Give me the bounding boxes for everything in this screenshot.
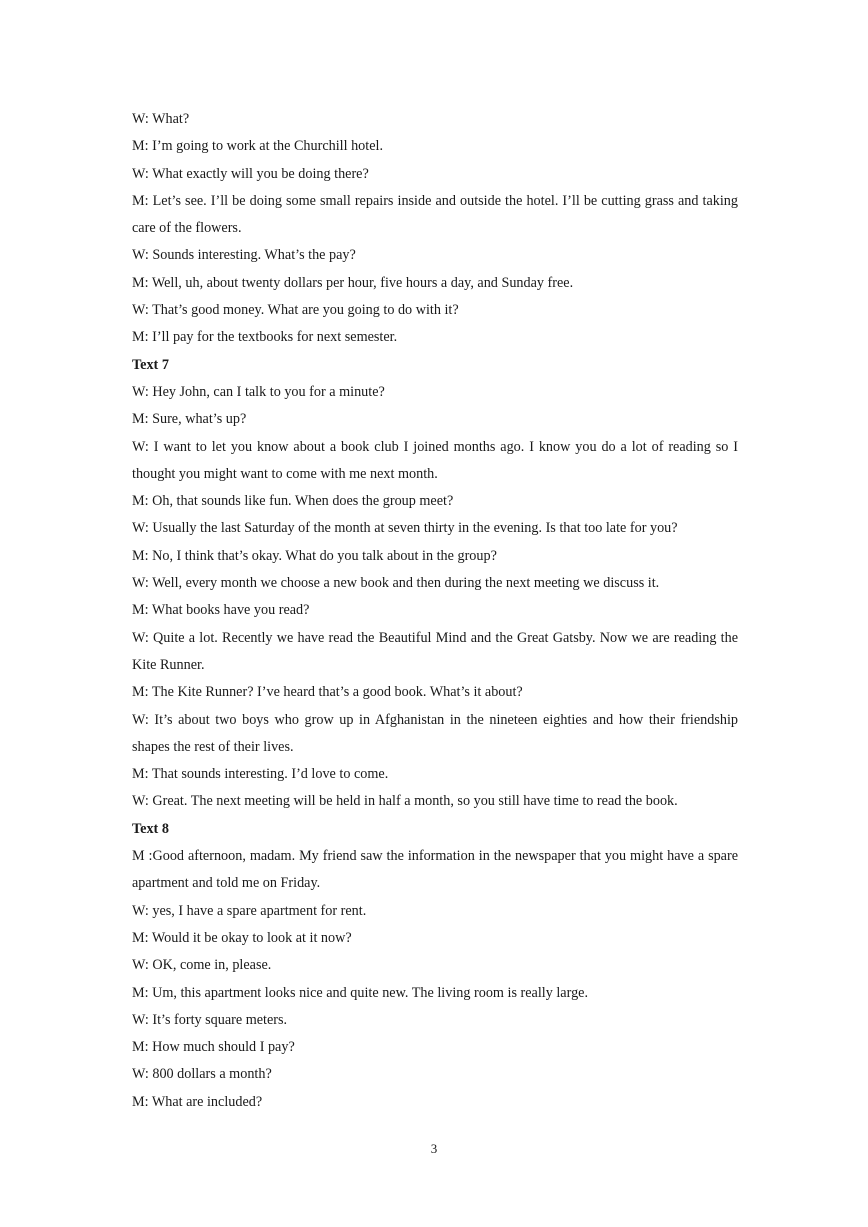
- dialogue-line: M: How much should I pay?: [132, 1039, 295, 1056]
- dialogue-line: M: I’m going to work at the Churchill hotel.: [132, 138, 384, 155]
- dialogue-line: W: Great. The next meeting will be held in half a month, so you still have time to read the book.: [132, 793, 678, 810]
- dialogue-line: W: What exactly will you be doing there?: [132, 165, 369, 182]
- dialogue-line: M :Good afternoon, madam. My friend saw the information in the newspaper that you might have a spare apartment and told me on Friday.: [132, 848, 738, 892]
- dialogue-line: W: It’s forty square meters.: [132, 1011, 288, 1028]
- dialogue-line: M: No, I think that’s okay. What do you talk about in the group?: [132, 547, 497, 564]
- dialogue-line: W: Well, every month we choose a new book and then during the next meeting we discuss it.: [132, 575, 660, 592]
- dialogue-line: M: Um, this apartment looks nice and quite new. The living room is really large.: [132, 984, 589, 1001]
- dialogue-line: W: 800 dollars a month?: [132, 1066, 272, 1083]
- page-number: 3: [430, 1141, 438, 1156]
- dialogue-line: W: It’s about two boys who grow up in Afghanistan in the nineteen eighties and how their friendship shapes the rest of their lives.: [132, 711, 738, 755]
- dialogue-line: M: Would it be okay to look at it now?: [132, 929, 352, 946]
- dialogue-line: M: Let’s see. I’ll be doing some small repairs inside and outside the hotel. I’ll be cutting grass and taking care of the flowers.: [132, 192, 738, 237]
- dialogue-line: W: I want to let you know about a book club I joined months ago. I know you do a lot of reading so I thought you might want to come with me next month.: [132, 438, 738, 482]
- dialogue-line: M: Sure, what’s up?: [132, 411, 247, 428]
- dialogue-line: M: What are included?: [132, 1093, 263, 1110]
- dialogue-line: W: What?: [132, 111, 190, 127]
- dialogue-line: W: yes, I have a spare apartment for rent.: [132, 902, 367, 919]
- dialogue-line: M: I’ll pay for the textbooks for next semester.: [132, 329, 398, 346]
- section-heading-text-8: Text 8: [132, 820, 169, 837]
- dialogue-line: W: That’s good money. What are you going to do with it?: [132, 302, 459, 319]
- dialogue-line: W: Hey John, can I talk to you for a minute?: [132, 383, 385, 400]
- dialogue-line: W: Quite a lot. Recently we have read the Beautiful Mind and the Great Gatsby. Now we are reading the Kite Runner.: [132, 629, 738, 673]
- section-heading-text-7: Text 7: [132, 356, 169, 373]
- dialogue-line: M: What books have you read?: [132, 602, 310, 619]
- dialogue-line: M: Oh, that sounds like fun. When does the group meet?: [132, 493, 454, 510]
- dialogue-line: M: That sounds interesting. I’d love to come.: [132, 766, 389, 783]
- dialogue-line: M: Well, uh, about twenty dollars per hour, five hours a day, and Sunday free.: [132, 274, 574, 291]
- page-content: [132, 106, 738, 1116]
- dialogue-line: M: The Kite Runner? I’ve heard that’s a good book. What’s it about?: [132, 684, 523, 701]
- dialogue-line: W: OK, come in, please.: [132, 957, 272, 974]
- dialogue-line: W: Sounds interesting. What’s the pay?: [132, 247, 356, 264]
- dialogue-line: W: Usually the last Saturday of the month at seven thirty in the evening. Is that too late for you?: [132, 520, 678, 537]
